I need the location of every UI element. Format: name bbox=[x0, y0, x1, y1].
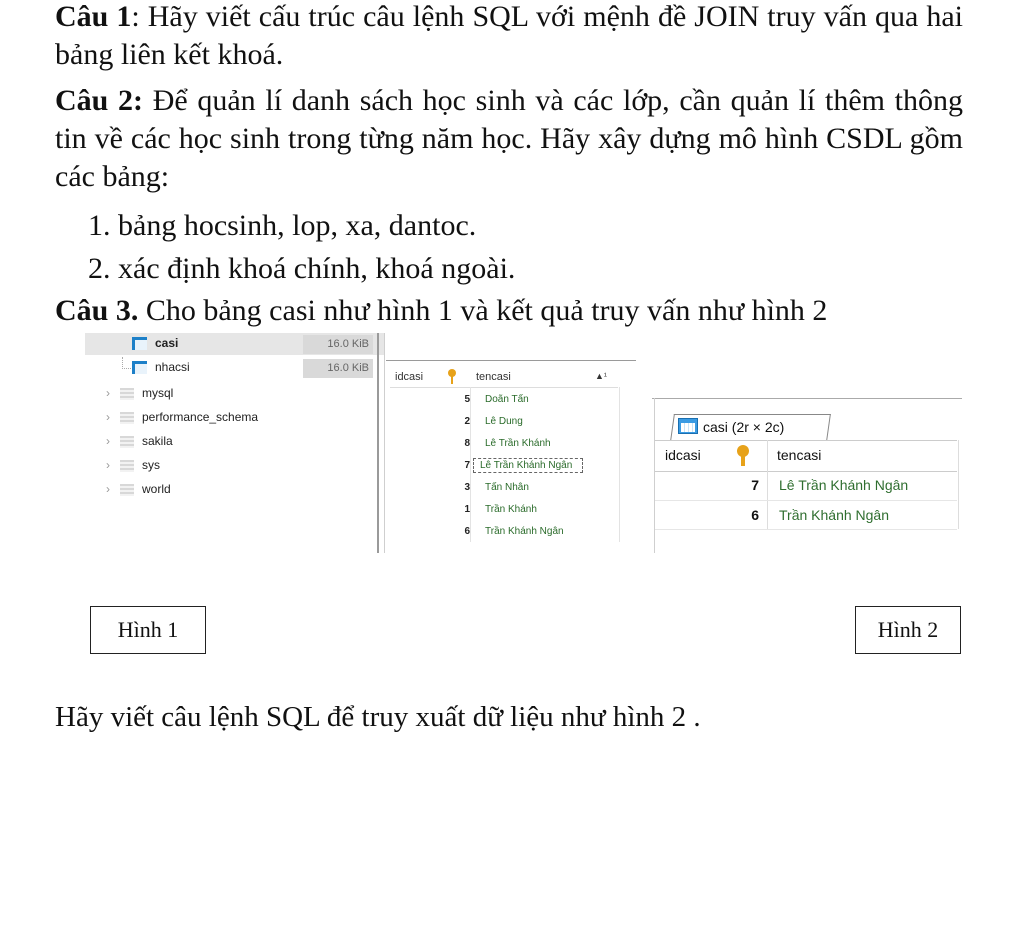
chevron-right-icon[interactable]: › bbox=[106, 434, 110, 448]
question-2-label: Câu 2: bbox=[55, 84, 144, 117]
caption-figure-2: Hình 2 bbox=[855, 606, 961, 654]
question-3-label: Câu 3. bbox=[55, 294, 139, 327]
column-header-idcasi[interactable]: idcasi bbox=[665, 447, 701, 463]
database-icon bbox=[120, 388, 134, 400]
database-icon bbox=[120, 484, 134, 496]
chevron-right-icon[interactable]: › bbox=[106, 482, 110, 496]
question-2-text: Để quản lí danh sách học sinh và các lớp, cần quản lí thêm thông tin về các học sinh trong từng năm học. Hãy xây dựng mô hình CSDL gồm các bảng: bbox=[55, 84, 964, 193]
tree-item-mysql[interactable] bbox=[85, 383, 385, 405]
tree-item-label: performance_schema bbox=[142, 410, 259, 424]
cell-idcasi[interactable]: 6 bbox=[751, 507, 759, 523]
tree-item-label: sys bbox=[142, 458, 160, 472]
table-icon bbox=[678, 418, 698, 434]
cell-tencasi[interactable]: Lê Trần Khánh bbox=[485, 438, 551, 449]
panel-divider bbox=[384, 333, 385, 553]
database-icon bbox=[120, 460, 134, 472]
question-2 bbox=[55, 82, 963, 196]
cell-tencasi[interactable]: Trần Khánh bbox=[485, 504, 537, 515]
table-size: 16.0 KiB bbox=[303, 359, 373, 378]
question-2-item-1: 1. bảng hocsinh, lop, xa, dantoc. bbox=[88, 209, 477, 242]
tree-item-label: sakila bbox=[142, 434, 173, 448]
column-header-tencasi[interactable]: tencasi bbox=[476, 371, 511, 383]
question-1-label: Câu 1 bbox=[55, 0, 132, 33]
cell-idcasi[interactable]: 6 bbox=[464, 526, 470, 537]
table-row[interactable] bbox=[390, 456, 618, 476]
database-icon bbox=[120, 412, 134, 424]
final-question: Hãy viết câu lệnh SQL để truy xuất dữ liệu như hình 2 . bbox=[55, 701, 701, 733]
result-tab-label: casi (2r × 2c) bbox=[703, 419, 785, 435]
question-1 bbox=[55, 0, 963, 74]
cell-tencasi[interactable]: Trần Khánh Ngân bbox=[485, 526, 564, 537]
table-icon bbox=[132, 337, 147, 350]
cell-idcasi[interactable]: 3 bbox=[464, 482, 470, 493]
table-row[interactable] bbox=[655, 500, 957, 530]
question-1-text: : Hãy viết cấu trúc câu lệnh SQL với mệnh đề JOIN truy vấn qua hai bảng liên kết khoá. bbox=[55, 0, 963, 71]
table-row[interactable] bbox=[390, 434, 618, 454]
table-row[interactable] bbox=[390, 390, 618, 410]
tree-item-label: mysql bbox=[142, 386, 174, 400]
cell-idcasi[interactable]: 8 bbox=[464, 438, 470, 449]
column-header-idcasi[interactable]: idcasi bbox=[395, 371, 424, 383]
cell-tencasi[interactable]: Lê Trần Khánh Ngân bbox=[779, 477, 909, 493]
question-3 bbox=[55, 292, 963, 330]
tree-item-label: casi bbox=[155, 336, 179, 350]
panel-splitter[interactable] bbox=[377, 333, 379, 553]
table-row[interactable] bbox=[390, 522, 618, 542]
tree-item-nhacsi[interactable] bbox=[85, 357, 385, 379]
tree-item-performance-schema[interactable] bbox=[85, 407, 385, 429]
sort-ascending-icon[interactable]: ▲¹ bbox=[595, 371, 607, 381]
cell-idcasi[interactable]: 5 bbox=[464, 394, 470, 405]
table-row[interactable] bbox=[390, 478, 618, 498]
chevron-right-icon[interactable]: › bbox=[106, 386, 110, 400]
chevron-right-icon[interactable]: › bbox=[106, 458, 110, 472]
cell-idcasi[interactable]: 2 bbox=[464, 416, 470, 427]
tree-item-casi[interactable] bbox=[85, 333, 385, 355]
caption-figure-1: Hình 1 bbox=[90, 606, 206, 654]
figure-2-data-grid bbox=[655, 440, 960, 532]
chevron-right-icon[interactable]: › bbox=[106, 410, 110, 424]
tree-item-label: world bbox=[142, 482, 171, 496]
cell-tencasi[interactable]: Lê Dung bbox=[485, 416, 523, 427]
figure-2-top-border bbox=[652, 398, 962, 399]
tree-item-world[interactable] bbox=[85, 479, 385, 501]
cell-idcasi[interactable]: 1 bbox=[464, 504, 470, 515]
grid-top-border bbox=[386, 360, 636, 361]
column-header-tencasi[interactable]: tencasi bbox=[777, 447, 822, 463]
cell-idcasi[interactable]: 7 bbox=[464, 460, 470, 471]
tree-item-sys[interactable] bbox=[85, 455, 385, 477]
cell-tencasi[interactable]: Doãn Tấn bbox=[485, 394, 529, 405]
cell-idcasi[interactable]: 7 bbox=[751, 477, 759, 493]
figure-1-tree-panel bbox=[85, 333, 385, 555]
cell-tencasi[interactable]: Lê Trần Khánh Ngân bbox=[473, 458, 583, 473]
question-2-item-2: 2. xác định khoá chính, khoá ngoài. bbox=[88, 252, 516, 285]
table-row[interactable] bbox=[655, 470, 957, 501]
table-size: 16.0 KiB bbox=[303, 335, 373, 354]
table-row[interactable] bbox=[390, 412, 618, 432]
tree-item-label: nhacsi bbox=[155, 360, 190, 374]
figure-1-data-grid bbox=[390, 365, 635, 545]
table-row[interactable] bbox=[390, 500, 618, 520]
question-3-text: Cho bảng casi như hình 1 và kết quả truy vấn như hình 2 bbox=[138, 294, 828, 327]
tree-item-sakila[interactable] bbox=[85, 431, 385, 453]
cell-tencasi[interactable]: Trần Khánh Ngân bbox=[779, 507, 889, 523]
result-tab[interactable] bbox=[672, 410, 832, 440]
cell-tencasi[interactable]: Tấn Nhân bbox=[485, 482, 529, 493]
database-icon bbox=[120, 436, 134, 448]
table-icon bbox=[132, 361, 147, 374]
